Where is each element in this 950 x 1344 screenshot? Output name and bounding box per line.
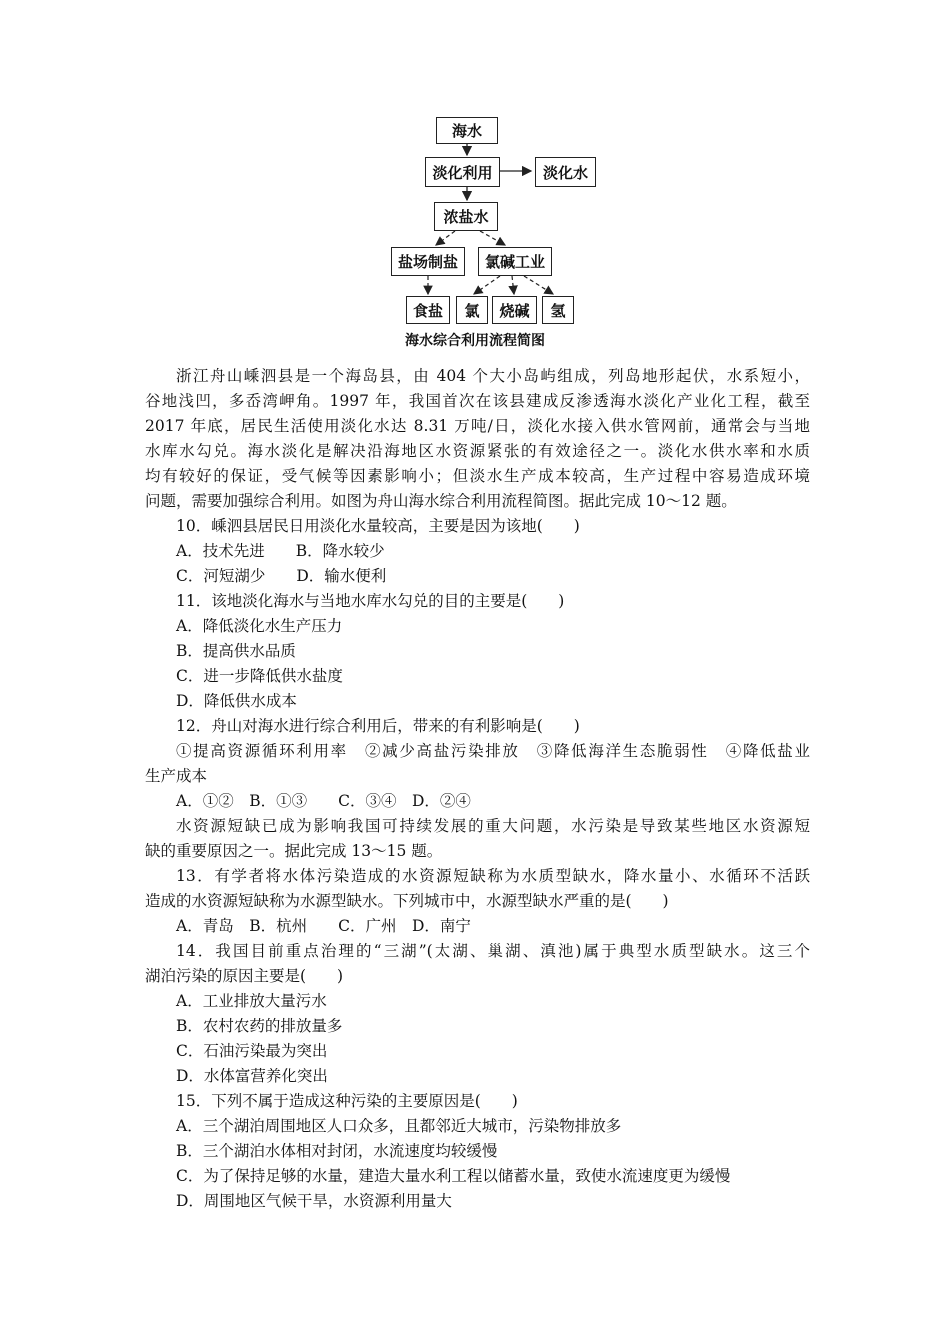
flow-diagram	[0, 0, 950, 360]
arrow-chloralkali-hydrogen	[524, 276, 553, 294]
passage2-line: 水资源短缺已成为影响我国可持续发展的重大问题，水污染是导致某些地区水资源短	[176, 817, 810, 835]
q14-option: A．工业排放大量污水	[176, 992, 327, 1010]
node-hydrogen: 氢	[542, 296, 574, 324]
arrow-brine-chloralkali	[480, 231, 505, 245]
q14-stem-line1: 14．我国目前重点治理的“三湖”(太湖、巢湖、滇池)属于典型水质型缺水。这三个	[176, 942, 810, 960]
q15-option: C．为了保持足够的水量，建造大量水利工程以储蓄水量，致使水流速度更为缓慢	[176, 1167, 731, 1185]
node-chlorine: 氯	[456, 296, 488, 324]
passage1-line: 谷地浅凹，多岙湾岬角。1997 年，我国首次在该县建成反渗透海水淡化产业化工程，截至	[145, 392, 810, 410]
q11-option: A．降低淡化水生产压力	[176, 617, 343, 635]
passage2-line: 缺的重要原因之一。据此完成 13～15 题。	[145, 842, 443, 860]
question-text	[145, 364, 810, 1214]
passage1-line: 均有较好的保证，受气候等因素影响小；但淡水生产成本较高，生产过程中容易造成环境	[145, 467, 810, 485]
q12-stem: 12．舟山对海水进行综合利用后，带来的有利影响是( )	[176, 717, 580, 735]
q15-option: D．周围地区气候干旱，水资源利用量大	[176, 1192, 452, 1210]
q10-options-row2: C．河短湖少 D．输水便利	[176, 567, 387, 585]
q11-stem: 11．该地淡化海水与当地水库水勾兑的目的主要是( )	[176, 592, 565, 610]
passage1-line: 2017 年底，居民生活使用淡化水达 8.31 万吨/日，淡化水接入供水管网前，通常会与当地	[145, 417, 810, 435]
node-table-salt: 食盐	[406, 296, 450, 324]
q11-option: C．进一步降低供水盐度	[176, 667, 343, 685]
q10-stem: 10．嵊泗县居民日用淡化水量较高，主要是因为该地( )	[176, 517, 580, 535]
q14-option: B．农村农药的排放量多	[176, 1017, 343, 1035]
passage1-line: 浙江舟山嵊泗县是一个海岛县，由 404 个大小岛屿组成，列岛地形起伏，水系短小，	[176, 367, 810, 385]
node-salt-field: 盐场制盐	[391, 247, 465, 276]
q11-option: B．提高供水品质	[176, 642, 296, 660]
passage1-line: 问题，需要加强综合利用。如图为舟山海水综合利用流程简图。据此完成 10～12 题。	[145, 492, 737, 510]
diagram-caption: 海水综合利用流程简图	[405, 333, 545, 349]
node-chlor-alkali: 氯碱工业	[478, 247, 552, 276]
q14-option: D．水体富营养化突出	[176, 1067, 328, 1085]
passage1-line: 水库水勾兑。海水淡化是解决沿海地区水资源紧张的有效途径之一。淡化水供水率和水质	[145, 442, 810, 460]
node-brine: 浓盐水	[434, 202, 498, 231]
q13-stem-line1: 13．有学者将水体污染造成的水资源短缺称为水质型缺水，降水量小、水循环不活跃	[176, 867, 810, 885]
q15-option: B．三个湖泊水体相对封闭，水流速度均较缓慢	[176, 1142, 498, 1160]
q11-option: D．降低供水成本	[176, 692, 297, 710]
node-seawater: 海水	[436, 117, 498, 144]
q15-option: A．三个湖泊周围地区人口众多，且都邻近大城市，污染物排放多	[176, 1117, 622, 1135]
q13-stem-line2: 造成的水资源短缺称为水源型缺水。下列城市中，水源型缺水严重的是( )	[145, 892, 669, 910]
q12-options: A．①② B．①③ C．③④ D．②④	[176, 792, 471, 810]
node-caustic-soda: 烧碱	[492, 296, 537, 324]
q12-items-line2: 生产成本	[145, 767, 208, 785]
q12-items-line1: ①提高资源循环利用率 ②减少高盐污染排放 ③降低海洋生态脆弱性 ④降低盐业	[176, 742, 810, 760]
q14-stem-line2: 湖泊污染的原因主要是( )	[145, 967, 344, 985]
q10-options-row1: A．技术先进 B．降水较少	[176, 542, 385, 560]
q14-option: C．石油污染最为突出	[176, 1042, 328, 1060]
arrow-chloralkali-chlorine	[474, 276, 500, 294]
q13-options: A．青岛 B．杭州 C．广州 D．南宁	[176, 917, 471, 935]
q15-stem: 15．下列不属于造成这种污染的主要原因是( )	[176, 1092, 518, 1110]
node-freshwater: 淡化水	[535, 157, 596, 187]
arrow-chloralkali-soda	[512, 276, 514, 294]
arrow-brine-saltfield	[436, 231, 455, 245]
node-desalination: 淡化利用	[425, 157, 500, 187]
